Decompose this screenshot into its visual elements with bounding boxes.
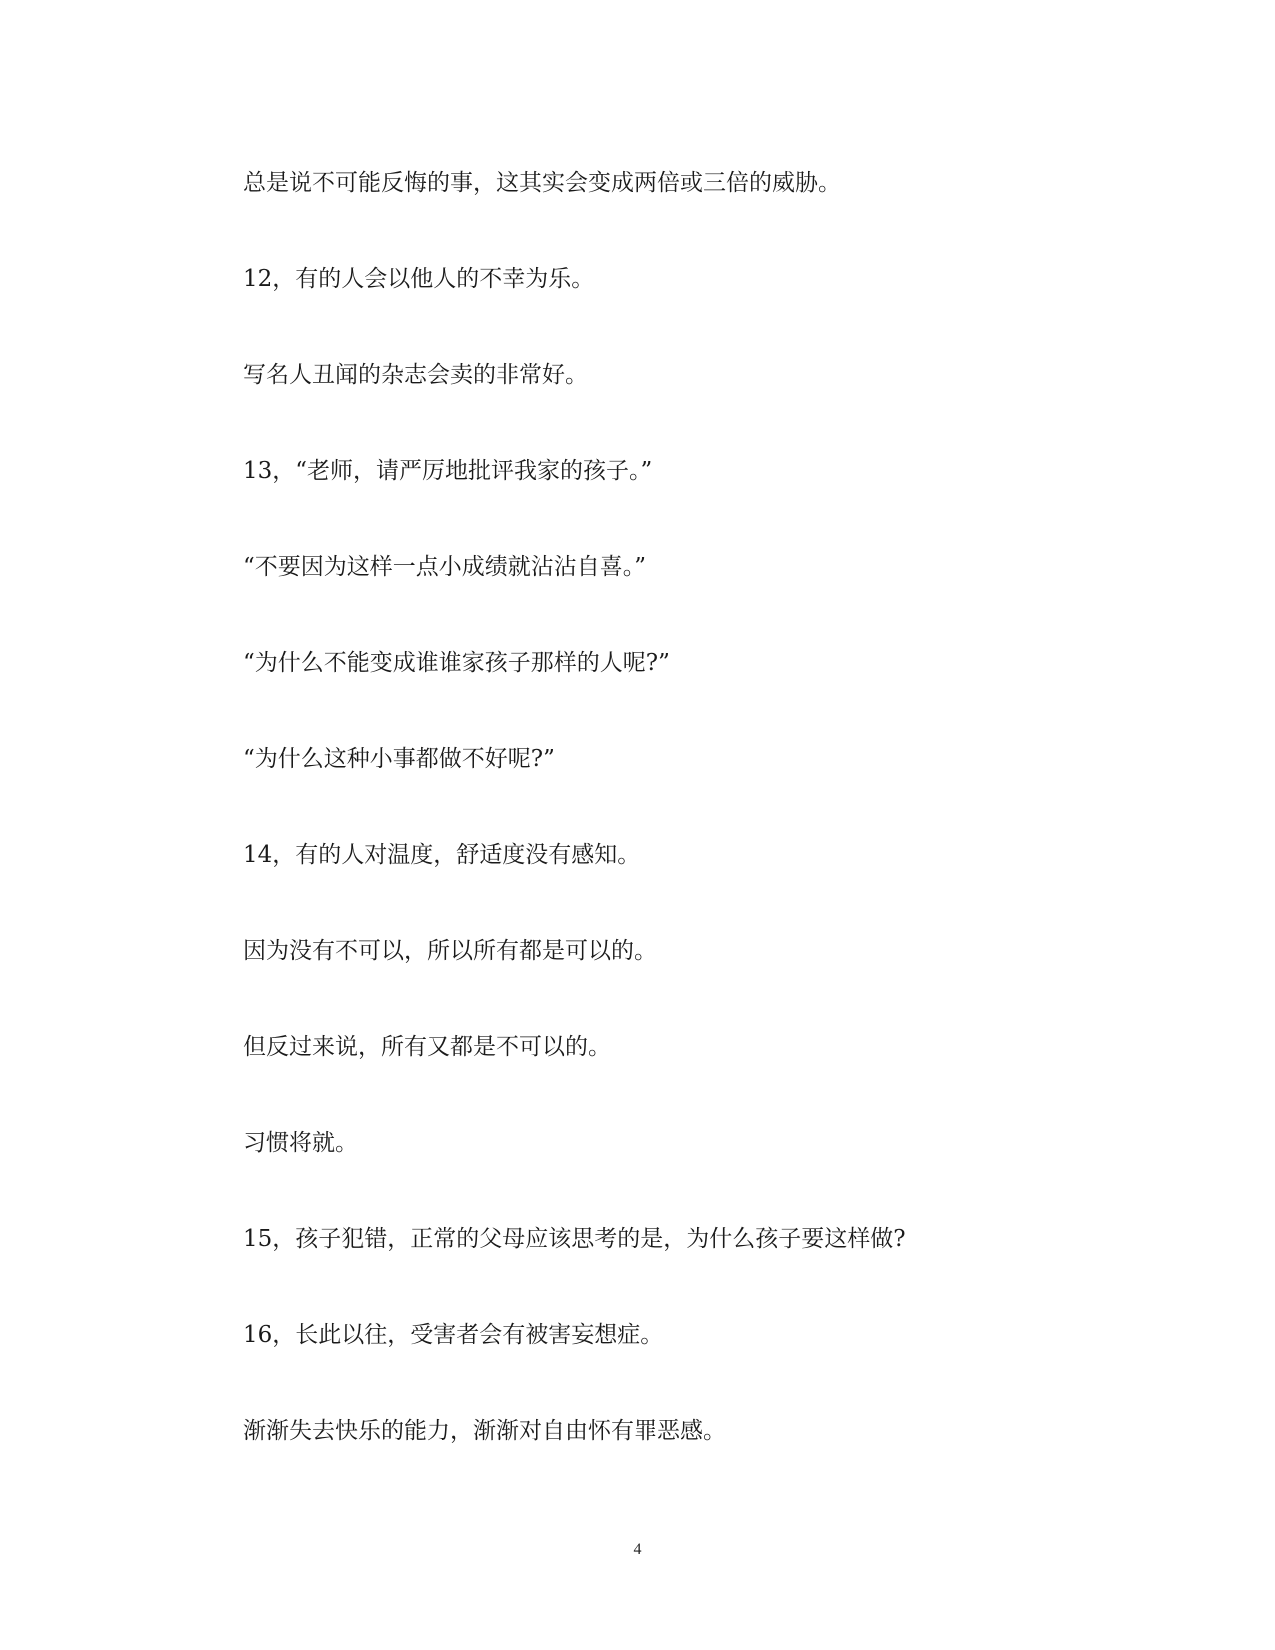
paragraph: 因为没有不可以，所以所有都是可以的。 bbox=[243, 938, 657, 964]
page-number: 4 bbox=[633, 1541, 642, 1558]
paragraph: 14，有的人对温度，舒适度没有感知。 bbox=[243, 842, 641, 868]
paragraph: 习惯将就。 bbox=[243, 1130, 358, 1156]
paragraph: “为什么这种小事都做不好呢?” bbox=[243, 746, 555, 772]
paragraph: 16，长此以往，受害者会有被害妄想症。 bbox=[243, 1322, 664, 1348]
paragraph: “为什么不能变成谁谁家孩子那样的人呢?” bbox=[243, 650, 670, 676]
paragraph: 写名人丑闻的杂志会卖的非常好。 bbox=[243, 362, 588, 388]
paragraph: 15，孩子犯错，正常的父母应该思考的是，为什么孩子要这样做? bbox=[243, 1226, 906, 1252]
paragraph: 总是说不可能反悔的事，这其实会变成两倍或三倍的威胁。 bbox=[243, 170, 841, 196]
paragraph: 13，“老师，请严厉地批评我家的孩子。” bbox=[243, 458, 653, 484]
paragraph: “不要因为这样一点小成绩就沾沾自喜。” bbox=[243, 554, 647, 580]
paragraph: 12，有的人会以他人的不幸为乐。 bbox=[243, 266, 595, 292]
paragraph: 但反过来说，所有又都是不可以的。 bbox=[243, 1034, 611, 1060]
paragraph: 渐渐失去快乐的能力，渐渐对自由怀有罪恶感。 bbox=[243, 1418, 726, 1444]
